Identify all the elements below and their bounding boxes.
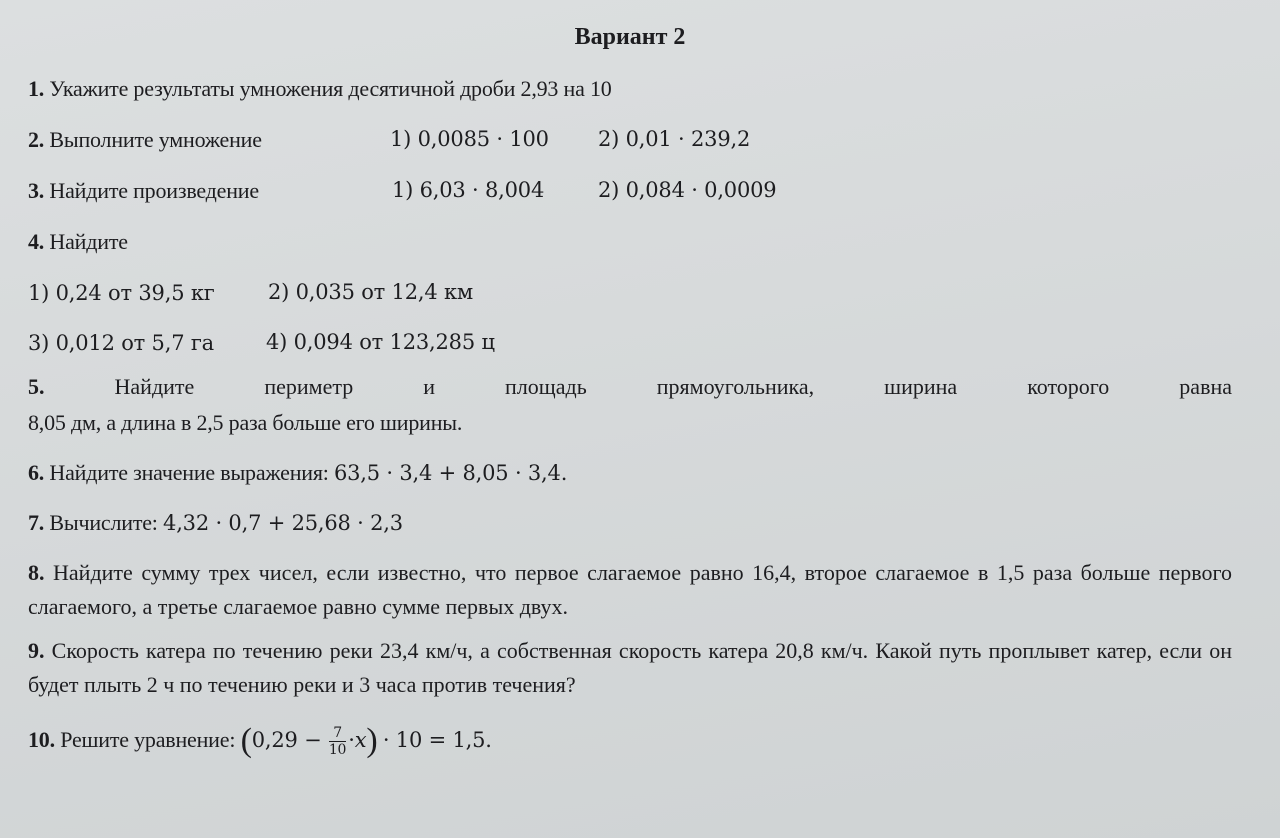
question-text: Скорость катера по течению реки 23,4 км/ч, а собственная скорость катера 20,8 км/ч. Какой путь проплывет катер, если он будет плыть 2 ч по течению реки и 3 часа против течения? xyxy=(28,638,1232,697)
task-4-1: 1) 0,24 от 39,5 кг xyxy=(28,281,215,305)
question-number: 6. xyxy=(28,460,45,485)
expression: 63,5 · 3,4 + 8,05 · 3,4. xyxy=(333,461,568,485)
question-10 xyxy=(28,722,492,760)
question-3 xyxy=(28,178,1228,204)
equation-dot: · xyxy=(348,728,355,752)
page-title: Вариант 2 xyxy=(574,24,686,50)
question-1 xyxy=(28,76,612,102)
question-text: Вычислите: xyxy=(49,510,158,535)
expression: 4,32 · 0,7 + 25,68 · 2,3 xyxy=(163,511,403,535)
question-number: 10. xyxy=(28,727,55,752)
question-5-line-2: 8,05 дм, а длина в 2,5 раза больше его ширины. xyxy=(28,410,463,435)
task-3-1: 1) 6,03 · 8,004 xyxy=(392,178,545,202)
question-number: 1. xyxy=(28,76,45,101)
question-5-line-1 xyxy=(28,374,1232,400)
task-4-4: 4) 0,094 от 123,285 ц xyxy=(266,330,495,354)
question-number: 2. xyxy=(28,127,45,152)
question-number: 9. xyxy=(28,638,45,663)
question-4-row-1 xyxy=(28,280,1228,306)
task-4-2: 2) 0,035 от 12,4 км xyxy=(268,280,474,304)
question-7 xyxy=(28,510,403,536)
question-text: Найдите xyxy=(49,229,128,254)
task-3-2: 2) 0,084 · 0,0009 xyxy=(598,178,777,202)
question-text: Укажите результаты умножения десятичной дроби 2,93 на 10 xyxy=(49,76,612,101)
question-6 xyxy=(28,460,567,486)
close-paren: ) xyxy=(366,722,378,759)
question-number: 4. xyxy=(28,229,45,254)
task-2-2: 2) 0,01 · 239,2 xyxy=(598,127,751,151)
question-text: Найдите сумму трех чисел, если известно, что первое слагаемое равно 16,4, второе слагаемое в 1,5 раза больше первого слагаемого, а третье слагаемое равно сумме первых двух. xyxy=(28,560,1233,619)
question-number: 3. xyxy=(28,178,45,203)
equation-rest: · 10 = 1,5. xyxy=(382,728,492,752)
variable-x: x xyxy=(354,728,367,752)
open-paren: ( xyxy=(240,722,252,759)
question-4 xyxy=(28,229,128,255)
question-text: Найдите периметр и площадь прямоугольника, ширина которого равна xyxy=(114,374,1232,399)
task-2-1: 1) 0,0085 · 100 xyxy=(390,127,549,151)
fraction-numerator: 7 xyxy=(329,725,346,742)
equation-part-a: 0,29 − xyxy=(251,728,322,752)
question-text: Найдите значение выражения: xyxy=(49,460,329,485)
question-number: 5. xyxy=(28,374,45,399)
fraction xyxy=(329,725,346,758)
question-number: 8. xyxy=(28,560,45,585)
question-text: Решите уравнение: xyxy=(60,727,236,752)
task-4-3: 3) 0,012 от 5,7 га xyxy=(28,331,214,355)
question-text: Найдите произведение xyxy=(49,178,259,203)
question-4-row-2 xyxy=(28,330,1228,356)
question-text: Выполните умножение xyxy=(49,127,262,152)
fraction-denominator: 10 xyxy=(328,742,347,759)
question-9 xyxy=(28,634,1232,702)
question-8 xyxy=(28,556,1232,624)
question-2 xyxy=(28,127,1228,153)
question-number: 7. xyxy=(28,510,45,535)
